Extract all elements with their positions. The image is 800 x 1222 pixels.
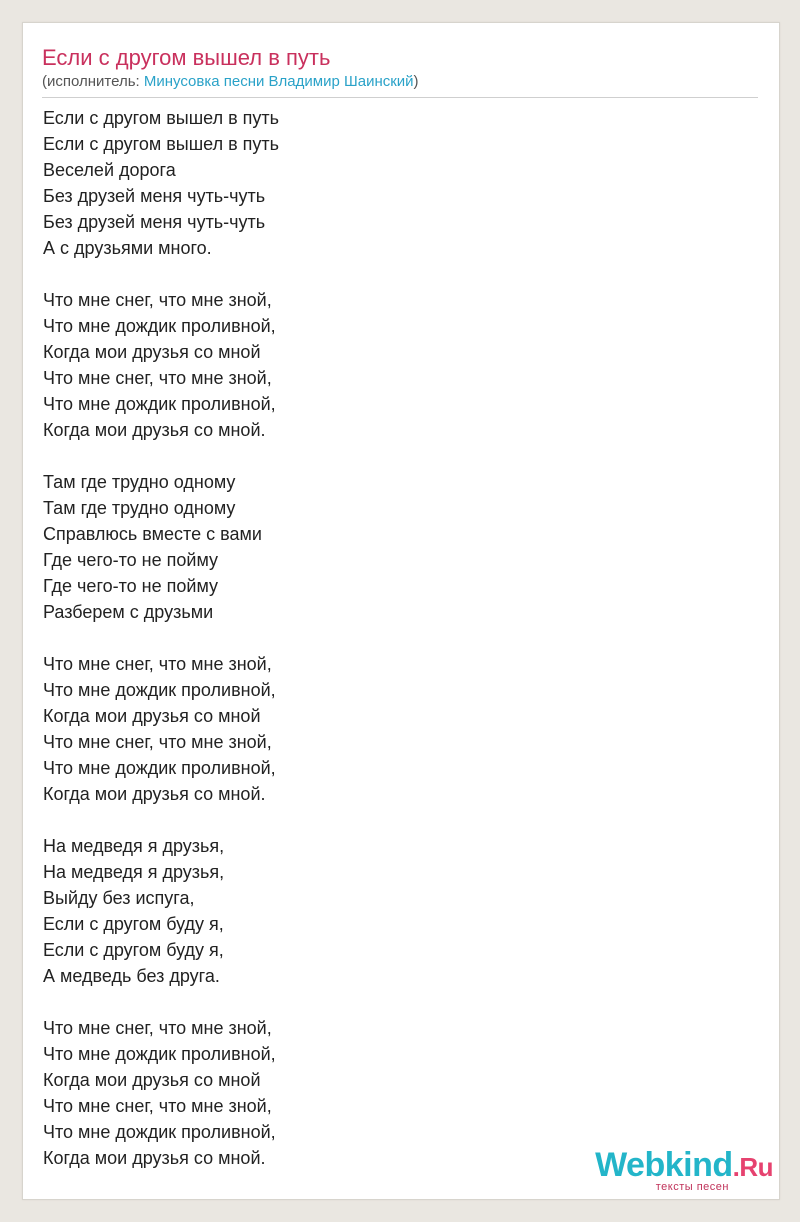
- lyric-line: Если с другом буду я,: [43, 914, 224, 934]
- lyric-line: Там где трудно одному: [43, 472, 236, 492]
- webkind-logo[interactable]: [573, 1147, 773, 1193]
- logo-name: Webkind: [595, 1146, 733, 1184]
- lyric-line: Что мне снег, что мне зной,: [43, 654, 272, 674]
- lyric-line: Без друзей меня чуть-чуть: [43, 212, 266, 232]
- artist-prefix: (исполнитель:: [42, 73, 144, 90]
- logo-tagline: тексты песен: [655, 1181, 729, 1193]
- lyric-line: Что мне дождик проливной,: [43, 758, 276, 778]
- lyric-line: Когда мои друзья со мной: [43, 1070, 261, 1090]
- lyric-line: Что мне снег, что мне зной,: [43, 732, 272, 752]
- lyric-line: А с друзьями много.: [43, 238, 212, 258]
- song-title: Если с другом вышел в путь: [42, 45, 331, 70]
- artist-line: [42, 73, 419, 90]
- logo-wordmark: [573, 1147, 773, 1185]
- lyric-line: Что мне дождик проливной,: [43, 1122, 276, 1142]
- lyric-line: Выйду без испуга,: [43, 888, 195, 908]
- lyrics-card: [22, 22, 780, 1200]
- artist-link[interactable]: Минусовка песни Владимир Шаинский: [143, 73, 414, 90]
- lyric-line: Что мне снег, что мне зной,: [43, 1018, 272, 1038]
- lyric-line: А медведь без друга.: [43, 966, 220, 986]
- stanza: [43, 287, 743, 443]
- stanza: [43, 105, 743, 261]
- lyric-line: Когда мои друзья со мной: [43, 342, 261, 362]
- stanza: [43, 833, 743, 989]
- lyric-line: Там где трудно одному: [43, 498, 236, 518]
- lyric-line: Что мне снег, что мне зной,: [43, 1096, 272, 1116]
- lyric-line: Если с другом вышел в путь: [43, 134, 280, 154]
- lyric-line: На медведя я друзья,: [43, 862, 225, 882]
- artist-suffix: ): [413, 73, 419, 90]
- lyric-line: Что мне дождик проливной,: [43, 680, 276, 700]
- lyric-line: На медведя я друзья,: [43, 836, 225, 856]
- lyric-line: Когда мои друзья со мной: [43, 706, 261, 726]
- lyric-line: Когда мои друзья со мной.: [43, 420, 266, 440]
- lyric-line: Когда мои друзья со мной.: [43, 1148, 266, 1168]
- lyric-line: Если с другом вышел в путь: [43, 108, 280, 128]
- lyric-line: Когда мои друзья со мной.: [43, 784, 266, 804]
- lyric-line: Что мне дождик проливной,: [43, 1044, 276, 1064]
- logo-domain: .Ru: [732, 1152, 773, 1182]
- lyric-line: Что мне дождик проливной,: [43, 316, 276, 336]
- stanza: [43, 651, 743, 807]
- lyric-line: Где чего-то не пойму: [43, 550, 219, 570]
- lyric-line: Разберем с друзьми: [43, 602, 214, 622]
- lyric-line: Если с другом буду я,: [43, 940, 224, 960]
- lyric-line: Что мне дождик проливной,: [43, 394, 276, 414]
- lyric-line: Веселей дорога: [43, 160, 176, 180]
- title-divider: [42, 97, 758, 98]
- stanza: [43, 469, 743, 625]
- lyrics-body: [43, 105, 743, 1197]
- lyric-line: Что мне снег, что мне зной,: [43, 290, 272, 310]
- lyric-line: Справлюсь вместе с вами: [43, 524, 262, 544]
- lyric-line: Где чего-то не пойму: [43, 576, 219, 596]
- lyric-line: Без друзей меня чуть-чуть: [43, 186, 266, 206]
- lyric-line: Что мне снег, что мне зной,: [43, 368, 272, 388]
